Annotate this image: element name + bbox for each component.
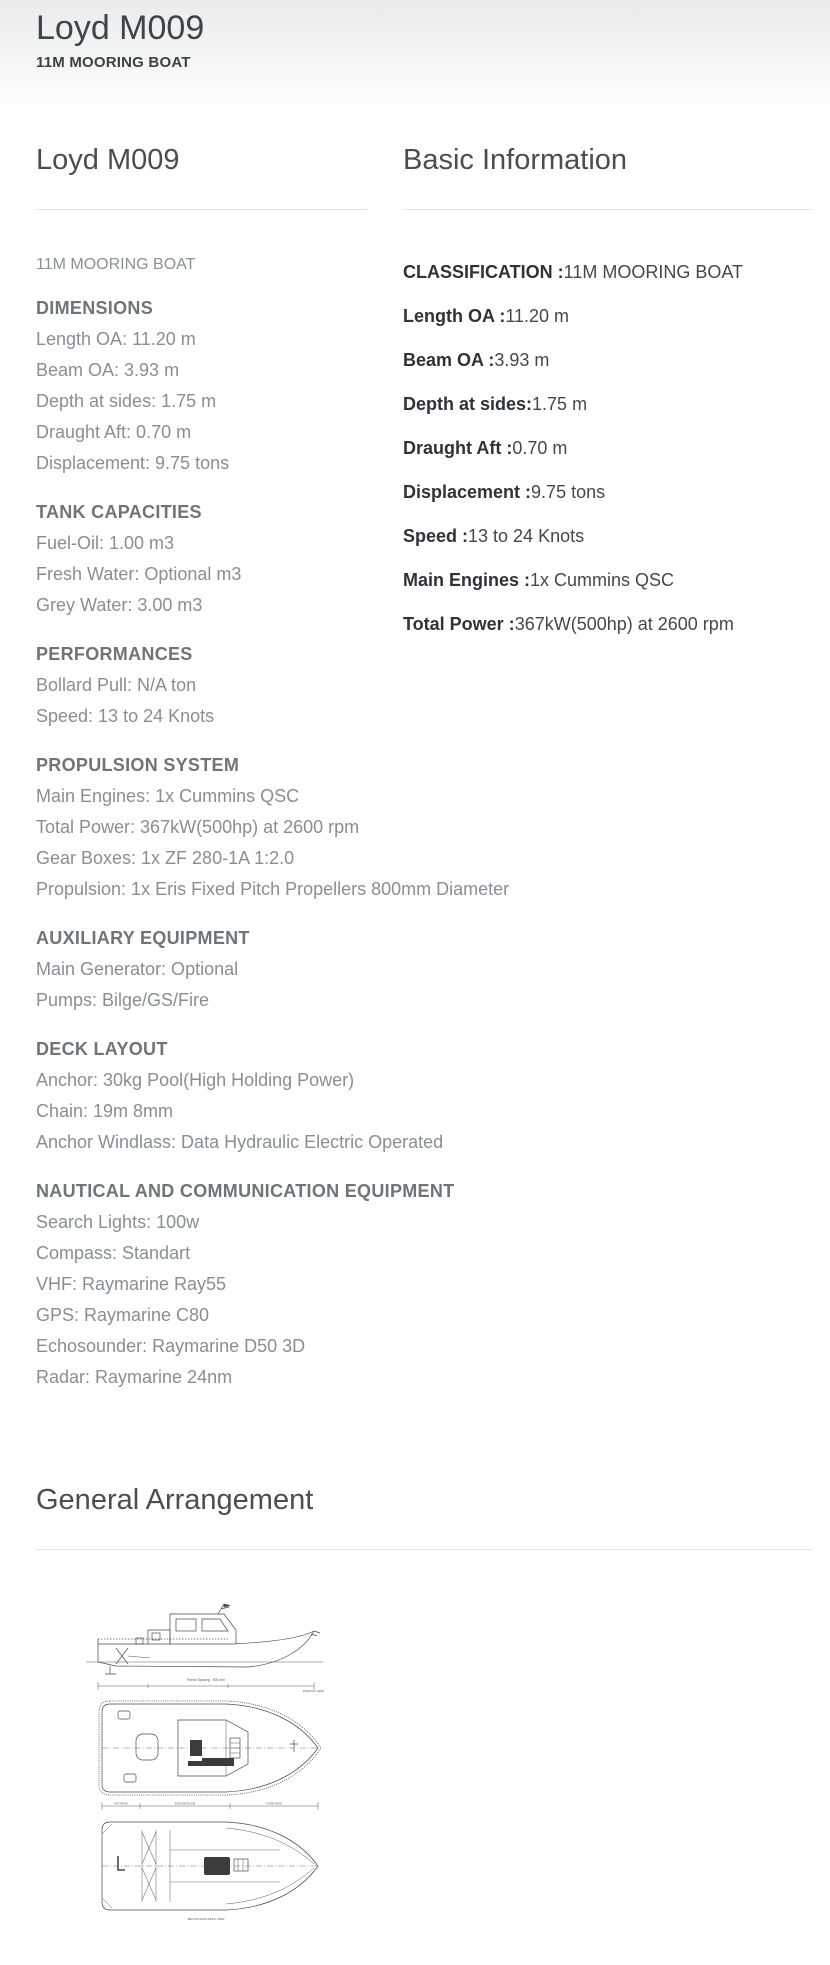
page-title: Loyd M009 <box>36 9 205 47</box>
basic-info-label: CLASSIFICATION : <box>403 262 564 282</box>
basic-info-value: 11.20 m <box>505 306 570 326</box>
basic-info-label: Main Engines : <box>403 570 531 590</box>
basic-info-row <box>403 568 812 593</box>
model-label: 11M MOORING BOAT <box>36 256 196 273</box>
profile-view <box>86 1604 324 1693</box>
spec-line: Search Lights: 100w <box>36 1212 200 1232</box>
basic-info-divider <box>403 209 812 210</box>
general-arrangement-drawing[interactable] <box>78 1600 328 1935</box>
basic-info-row <box>403 524 812 549</box>
spec-section-title: NAUTICAL AND COMMUNICATION EQUIPMENT <box>36 1181 455 1201</box>
spec-line: Chain: 19m 8mm <box>36 1101 174 1121</box>
below-deck-view-label: BELOW MAIN DECK VIEW <box>187 1917 225 1921</box>
spec-section-title: TANK CAPACITIES <box>36 502 202 522</box>
basic-info-label: Speed : <box>403 526 469 546</box>
spec-section-dimensions <box>36 293 367 479</box>
basic-info-value: 367kW(500hp) at 2600 rpm <box>514 614 734 634</box>
spec-line: Displacement: 9.75 tons <box>36 453 230 473</box>
basic-info-label: Depth at sides: <box>403 394 533 414</box>
spec-line: Compass: Standart <box>36 1243 191 1263</box>
spec-section-title: DECK LAYOUT <box>36 1039 168 1059</box>
page-subtitle: 11M MOORING BOAT <box>36 54 191 71</box>
basic-info-label: Displacement : <box>403 482 532 502</box>
spec-line: GPS: Raymarine C80 <box>36 1305 210 1325</box>
spec-line: Fresh Water: Optional m3 <box>36 564 242 584</box>
spec-line: Bollard Pull: N/A ton <box>36 675 197 695</box>
basic-info-row <box>403 436 812 461</box>
basic-info-label: Length OA : <box>403 306 506 326</box>
basic-info-row <box>403 392 812 417</box>
basic-info-column <box>403 141 812 1393</box>
spec-line: Gear Boxes: 1x ZF 280-1A 1:2.0 <box>36 848 295 868</box>
spec-section-title: AUXILIARY EQUIPMENT <box>36 928 250 948</box>
spec-section-nautical <box>36 1176 455 1393</box>
specs-heading: Loyd M009 <box>36 144 180 176</box>
basic-info-row <box>403 480 812 505</box>
general-arrangement-section <box>36 1481 812 1935</box>
main-deck-view <box>99 1701 321 1810</box>
spec-section-auxiliary <box>36 923 367 1016</box>
spec-line: Grey Water: 3.00 m3 <box>36 595 203 615</box>
spec-line: Fuel-Oil: 1.00 m3 <box>36 533 175 553</box>
spec-columns <box>36 141 812 1393</box>
spec-line: Total Power: 367kW(500hp) at 2600 rpm <box>36 817 360 837</box>
compartment-label-fore-peak: FORE PEAK <box>265 1801 283 1806</box>
basic-info-label: Beam OA : <box>403 350 495 370</box>
spec-line: VHF: Raymarine Ray55 <box>36 1274 227 1294</box>
basic-info-value: 0.70 m <box>512 438 568 458</box>
spec-line: Beam OA: 3.93 m <box>36 360 180 380</box>
spec-line: Depth at sides: 1.75 m <box>36 391 217 411</box>
spec-section-title: DIMENSIONS <box>36 298 154 318</box>
top-header <box>36 0 812 71</box>
basic-info-value: 1.75 m <box>532 394 588 414</box>
compartment-label-engine-room: ENGINE ROOM <box>174 1801 196 1806</box>
compartment-label-aft-peak: AFT PEAK <box>114 1801 128 1806</box>
spec-line: Speed: 13 to 24 Knots <box>36 706 215 726</box>
basic-info-value: 1x Cummins QSC <box>530 570 675 590</box>
spec-section-propulsion <box>36 750 510 905</box>
spec-section-title: PROPULSION SYSTEM <box>36 755 240 775</box>
spec-line: Main Generator: Optional <box>36 959 239 979</box>
profile-view-label: PROFILE VIEW <box>302 1689 324 1693</box>
frame-spacing-note: Frame Spacing : 500 mm <box>186 1678 226 1682</box>
spec-line: Radar: Raymarine 24nm <box>36 1367 233 1387</box>
spec-line: Main Engines: 1x Cummins QSC <box>36 786 300 806</box>
spec-section-title: PERFORMANCES <box>36 644 193 664</box>
basic-info-rows <box>403 260 812 637</box>
basic-info-value: 11M MOORING BOAT <box>563 262 744 282</box>
spec-section-deck-layout <box>36 1034 444 1158</box>
basic-info-value: 9.75 tons <box>531 482 606 502</box>
below-deck-view <box>102 1822 318 1921</box>
basic-info-value: 3.93 m <box>494 350 550 370</box>
basic-info-label: Draught Aft : <box>403 438 513 458</box>
spec-section-performances <box>36 639 367 732</box>
spec-line: Draught Aft: 0.70 m <box>36 422 192 442</box>
spec-line: Length OA: 11.20 m <box>36 329 196 349</box>
spec-line: Anchor Windlass: Data Hydraulic Electric Operated <box>36 1132 444 1152</box>
specs-divider <box>36 209 367 210</box>
spec-line: Propulsion: 1x Eris Fixed Pitch Propellers 800mm Diameter <box>36 879 510 899</box>
basic-info-row <box>403 348 812 373</box>
spec-line: Pumps: Bilge/GS/Fire <box>36 990 210 1010</box>
basic-info-row <box>403 612 812 637</box>
basic-info-label: Total Power : <box>403 614 515 634</box>
basic-info-value: 13 to 24 Knots <box>468 526 585 546</box>
general-arrangement-divider <box>36 1549 812 1550</box>
spec-line: Anchor: 30kg Pool(High Holding Power) <box>36 1070 355 1090</box>
spec-line: Echosounder: Raymarine D50 3D <box>36 1336 306 1356</box>
basic-info-row <box>403 260 812 285</box>
spec-section-tank-capacities <box>36 497 367 621</box>
basic-info-row <box>403 304 812 329</box>
general-arrangement-heading: General Arrangement <box>36 1484 314 1516</box>
boat-drawing <box>78 1600 328 1935</box>
basic-info-heading: Basic Information <box>403 144 628 176</box>
